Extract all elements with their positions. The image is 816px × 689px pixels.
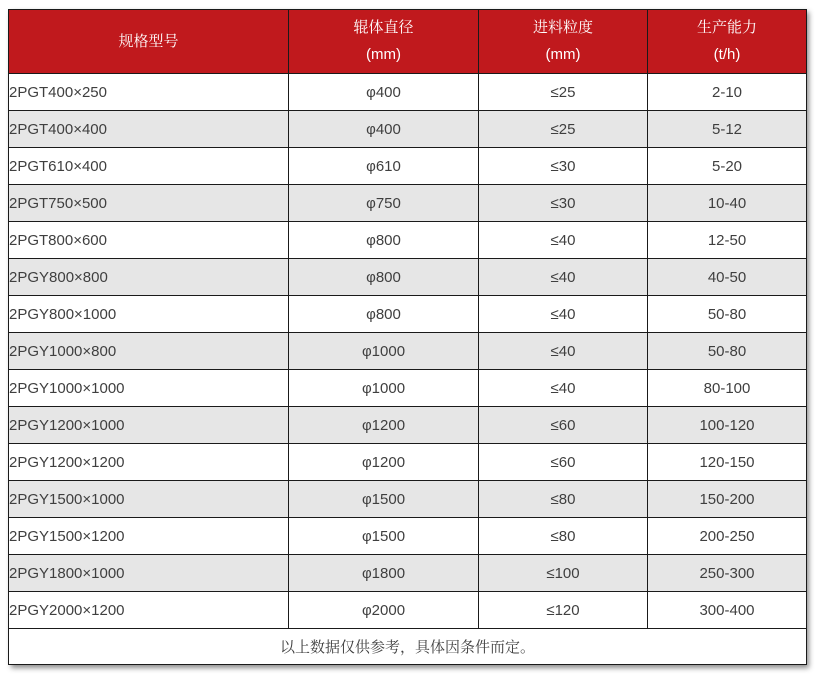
column-header-model xyxy=(9,10,289,74)
cell-model: 2PGY1500×1000 xyxy=(9,481,289,518)
spec-table xyxy=(8,9,807,665)
cell-diameter: φ750 xyxy=(289,185,479,222)
cell-diameter: φ610 xyxy=(289,148,479,185)
table-row xyxy=(9,259,807,296)
table-row xyxy=(9,481,807,518)
column-header-capacity-label: 生产能力 xyxy=(696,19,757,37)
cell-model: 2PGY800×800 xyxy=(9,259,289,296)
cell-capacity: 150-200 xyxy=(648,481,807,518)
table-row xyxy=(9,407,807,444)
cell-feed-size: ≤30 xyxy=(479,148,648,185)
cell-capacity: 5-12 xyxy=(648,111,807,148)
cell-model: 2PGT750×500 xyxy=(9,185,289,222)
cell-diameter: φ400 xyxy=(289,111,479,148)
cell-diameter: φ800 xyxy=(289,296,479,333)
cell-model: 2PGT400×400 xyxy=(9,111,289,148)
table-row xyxy=(9,74,807,111)
column-header-diameter-unit: (mm) xyxy=(366,46,401,63)
cell-feed-size: ≤30 xyxy=(479,185,648,222)
table-row xyxy=(9,444,807,481)
column-header-feed-size xyxy=(479,10,648,74)
cell-capacity: 40-50 xyxy=(648,259,807,296)
cell-model: 2PGY1800×1000 xyxy=(9,555,289,592)
table-row xyxy=(9,518,807,555)
cell-model: 2PGY1500×1200 xyxy=(9,518,289,555)
cell-capacity: 120-150 xyxy=(648,444,807,481)
cell-model: 2PGY1000×800 xyxy=(9,333,289,370)
cell-diameter: φ800 xyxy=(289,259,479,296)
cell-feed-size: ≤80 xyxy=(479,518,648,555)
table-row xyxy=(9,555,807,592)
cell-feed-size: ≤25 xyxy=(479,111,648,148)
cell-capacity: 50-80 xyxy=(648,333,807,370)
column-header-capacity-unit: (t/h) xyxy=(713,46,741,63)
cell-diameter: φ800 xyxy=(289,222,479,259)
cell-diameter: φ1000 xyxy=(289,333,479,370)
cell-model: 2PGT610×400 xyxy=(9,148,289,185)
cell-feed-size: ≤40 xyxy=(479,333,648,370)
cell-capacity: 250-300 xyxy=(648,555,807,592)
cell-model: 2PGY1000×1000 xyxy=(9,370,289,407)
footnote-row xyxy=(9,629,807,665)
cell-feed-size: ≤120 xyxy=(479,592,648,629)
table-row xyxy=(9,333,807,370)
cell-capacity: 2-10 xyxy=(648,74,807,111)
table-row xyxy=(9,296,807,333)
cell-feed-size: ≤60 xyxy=(479,407,648,444)
cell-model: 2PGY1200×1000 xyxy=(9,407,289,444)
cell-diameter: φ2000 xyxy=(289,592,479,629)
column-header-model-label: 规格型号 xyxy=(118,32,179,50)
cell-model: 2PGT400×250 xyxy=(9,74,289,111)
cell-feed-size: ≤40 xyxy=(479,296,648,333)
cell-capacity: 12-50 xyxy=(648,222,807,259)
column-header-capacity xyxy=(648,10,807,74)
cell-feed-size: ≤40 xyxy=(479,222,648,259)
cell-feed-size: ≤25 xyxy=(479,74,648,111)
table-row xyxy=(9,148,807,185)
cell-capacity: 80-100 xyxy=(648,370,807,407)
cell-model: 2PGY1200×1200 xyxy=(9,444,289,481)
cell-model: 2PGY2000×1200 xyxy=(9,592,289,629)
cell-feed-size: ≤40 xyxy=(479,259,648,296)
table-row xyxy=(9,185,807,222)
cell-capacity: 5-20 xyxy=(648,148,807,185)
table-row xyxy=(9,370,807,407)
cell-capacity: 50-80 xyxy=(648,296,807,333)
cell-diameter: φ1200 xyxy=(289,407,479,444)
cell-model: 2PGY800×1000 xyxy=(9,296,289,333)
cell-feed-size: ≤100 xyxy=(479,555,648,592)
column-header-feed-size-unit: (mm) xyxy=(545,46,581,63)
cell-capacity: 200-250 xyxy=(648,518,807,555)
table-row xyxy=(9,592,807,629)
cell-capacity: 100-120 xyxy=(648,407,807,444)
cell-feed-size: ≤80 xyxy=(479,481,648,518)
header-row xyxy=(9,10,807,74)
cell-diameter: φ400 xyxy=(289,74,479,111)
footnote-text: 以上数据仅供参考，具体因条件而定。 xyxy=(9,629,807,665)
cell-model: 2PGT800×600 xyxy=(9,222,289,259)
cell-capacity: 10-40 xyxy=(648,185,807,222)
spec-table-container xyxy=(8,9,806,665)
cell-diameter: φ1000 xyxy=(289,370,479,407)
column-header-diameter-label: 辊体直径 xyxy=(353,19,414,37)
cell-diameter: φ1200 xyxy=(289,444,479,481)
cell-feed-size: ≤60 xyxy=(479,444,648,481)
cell-diameter: φ1800 xyxy=(289,555,479,592)
table-row xyxy=(9,111,807,148)
column-header-feed-size-label: 进料粒度 xyxy=(532,19,593,37)
cell-diameter: φ1500 xyxy=(289,481,479,518)
cell-diameter: φ1500 xyxy=(289,518,479,555)
cell-feed-size: ≤40 xyxy=(479,370,648,407)
cell-capacity: 300-400 xyxy=(648,592,807,629)
column-header-diameter xyxy=(289,10,479,74)
table-row xyxy=(9,222,807,259)
